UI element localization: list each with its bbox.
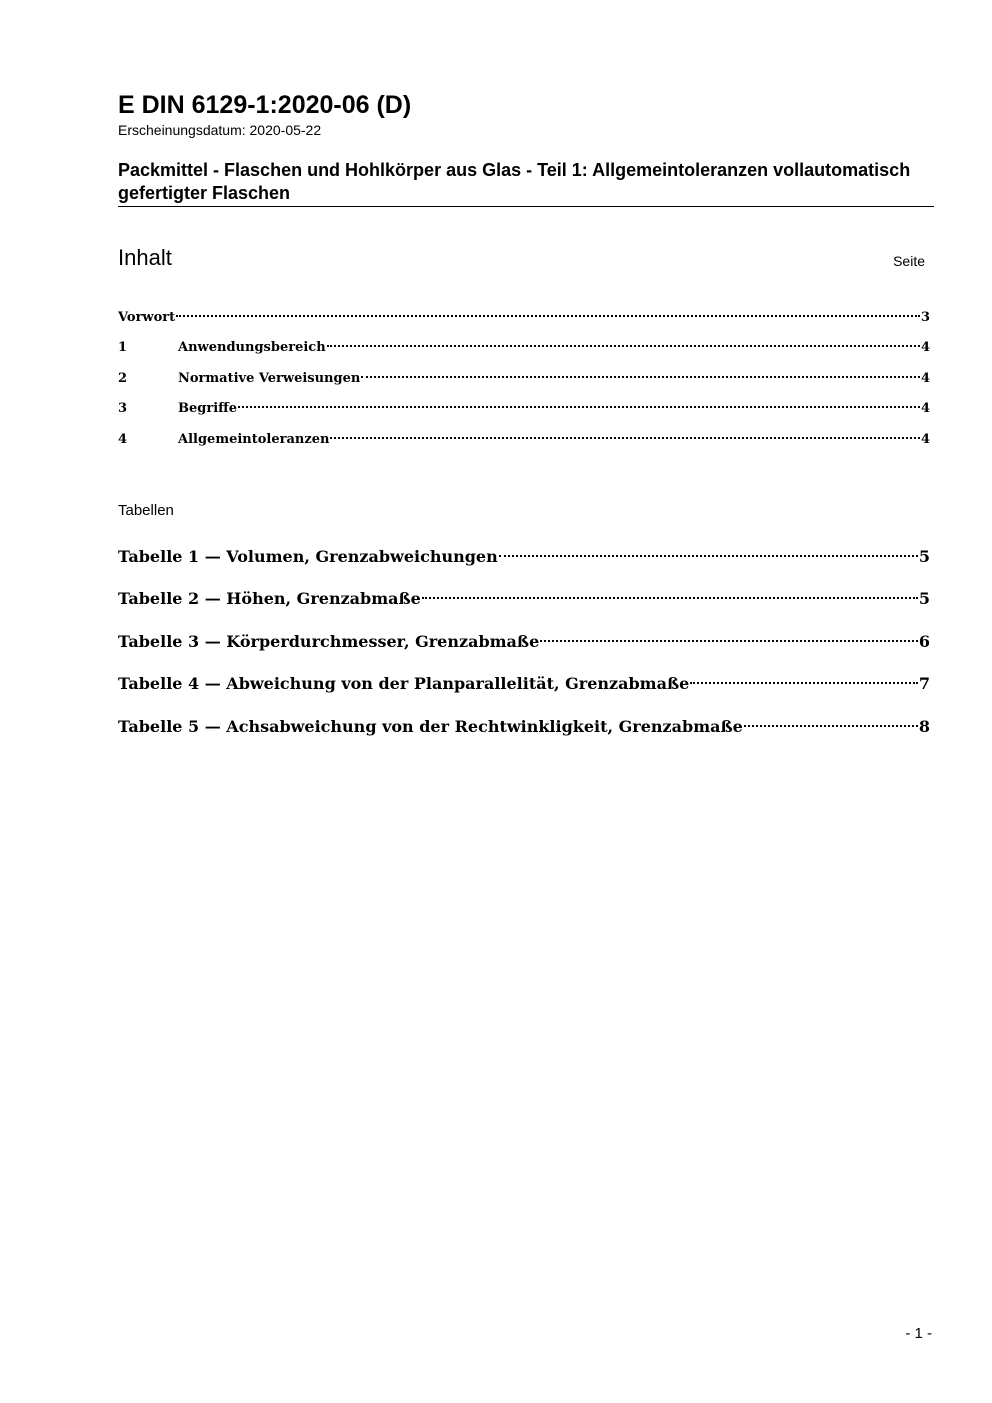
dot-leader (176, 303, 920, 321)
table-entry-label: Tabelle 4 — Abweichung von der Planparallelität, Grenzabmaße (118, 674, 690, 693)
dot-leader (499, 540, 918, 562)
document-title: Packmittel - Flaschen und Hohlkörper aus Glas - Teil 1: Allgemeintoleranzen vollautomatisch gefertigter Flaschen (118, 160, 911, 203)
table-entry-page: 6 (918, 632, 930, 651)
table-entry-label: Tabelle 3 — Körperdurchmesser, Grenzabmaße (118, 632, 540, 651)
dot-leader (361, 364, 920, 382)
toc-entry-number: 4 (118, 432, 128, 447)
dot-leader (540, 625, 918, 647)
toc-entry-label: Normative Verweisungen (178, 371, 361, 386)
table-entry-page: 5 (918, 547, 930, 566)
table-entry-page: 8 (918, 717, 930, 736)
page-number: - 1 - (905, 1325, 932, 1342)
toc-entry-page: 4 (920, 340, 930, 355)
table-entry-page: 7 (918, 674, 930, 693)
table-entry-4[interactable] (118, 667, 930, 695)
title-divider (118, 206, 934, 207)
table-entry-5[interactable] (118, 710, 930, 738)
toc-entry-normative-verweisungen[interactable] (118, 364, 930, 388)
table-entry-page: 5 (918, 589, 930, 608)
toc-page-column-label: Seite (893, 253, 925, 269)
document-id: E DIN 6129-1:2020-06 (D) (118, 91, 412, 119)
dot-leader (744, 710, 918, 732)
toc-heading: Inhalt (118, 245, 172, 270)
toc-entry-label: Begriffe (178, 401, 238, 416)
table-entry-label: Tabelle 5 — Achsabweichung von der Rechtwinkligkeit, Grenzabmaße (118, 717, 743, 736)
dot-leader (422, 582, 918, 604)
toc-entry-label: Anwendungsbereich (178, 340, 326, 355)
toc-entry-allgemeintoleranzen[interactable] (118, 425, 930, 449)
dot-leader (330, 425, 919, 443)
table-entry-1[interactable] (118, 540, 930, 568)
toc-entry-label: Allgemeintoleranzen (178, 432, 330, 447)
toc-entry-anwendungsbereich[interactable] (118, 333, 930, 357)
dot-leader (690, 667, 918, 689)
toc-entry-label: Vorwort (118, 310, 176, 325)
table-entry-label: Tabelle 2 — Höhen, Grenzabmaße (118, 589, 421, 608)
table-entry-label: Tabelle 1 — Volumen, Grenzabweichungen (118, 547, 498, 566)
publication-date: Erscheinungsdatum: 2020-05-22 (118, 122, 322, 138)
dot-leader (327, 333, 920, 351)
toc-entry-page: 4 (920, 371, 930, 386)
toc-entry-number: 1 (118, 340, 128, 355)
table-entry-2[interactable] (118, 582, 930, 610)
toc-entry-number: 2 (118, 371, 128, 386)
dot-leader (238, 394, 920, 412)
toc-entry-page: 4 (920, 401, 930, 416)
toc-entry-vorwort[interactable] (118, 303, 930, 327)
toc-entry-page: 3 (920, 310, 930, 325)
table-entry-3[interactable] (118, 625, 930, 653)
tables-heading: Tabellen (118, 502, 174, 519)
toc-entry-number: 3 (118, 401, 128, 416)
toc-entry-page: 4 (920, 432, 930, 447)
toc-entry-begriffe[interactable] (118, 394, 930, 418)
